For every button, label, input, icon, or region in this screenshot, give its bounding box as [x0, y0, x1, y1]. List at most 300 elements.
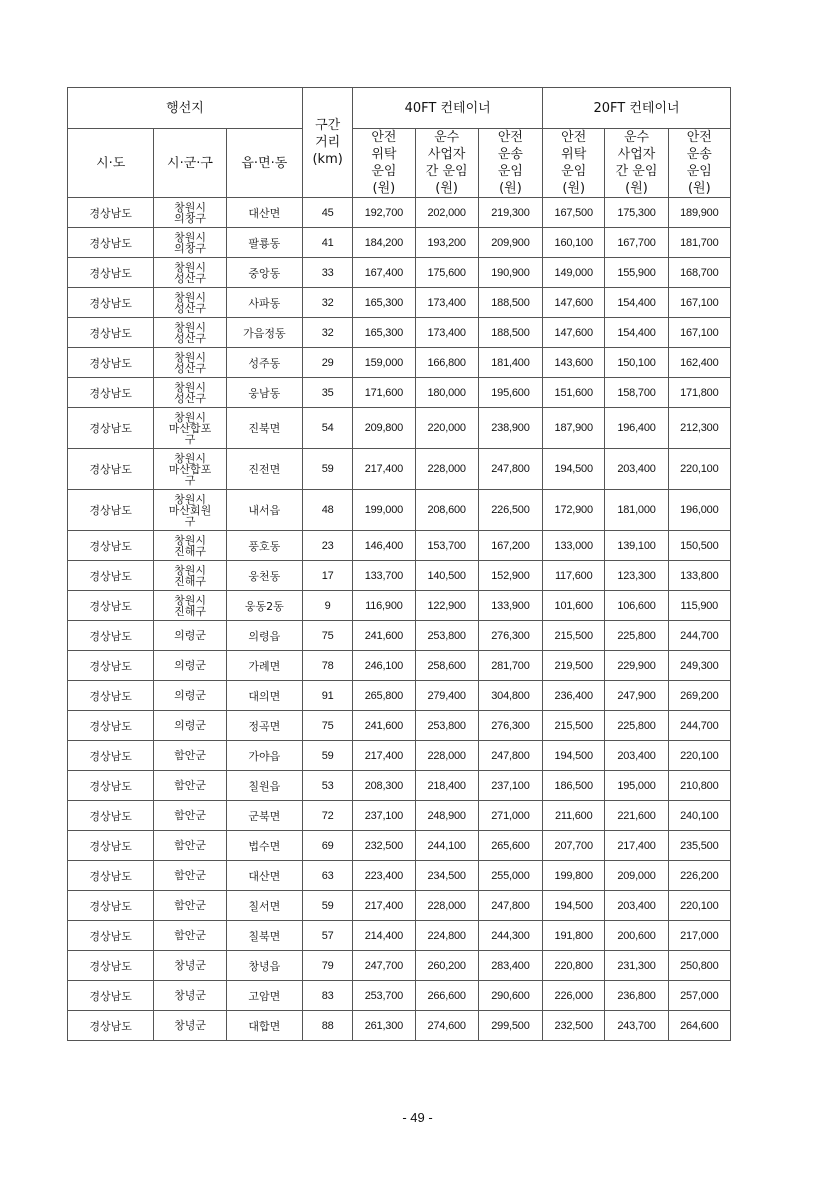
rate-cell: 271,000	[478, 801, 542, 831]
table-row	[68, 258, 731, 288]
rate-cell: 175,300	[605, 198, 668, 228]
rate-cell: 195,600	[478, 378, 542, 408]
sido-cell: 경상남도	[68, 198, 154, 228]
rate-cell: 276,300	[478, 621, 542, 651]
rate-cell: 173,400	[415, 318, 478, 348]
rate-col-header: 안전 운송 운임 (원)	[668, 129, 730, 198]
table-row	[68, 921, 731, 951]
rate-cell: 139,100	[605, 531, 668, 561]
distance-cell: 57	[303, 921, 353, 951]
dong-cell: 칠서면	[226, 891, 302, 921]
rate-cell: 173,400	[415, 288, 478, 318]
distance-cell: 9	[303, 591, 353, 621]
dong-cell: 칠원읍	[226, 771, 302, 801]
distance-cell: 59	[303, 891, 353, 921]
rate-cell: 209,900	[478, 228, 542, 258]
rate-cell: 155,900	[605, 258, 668, 288]
rate-cell: 151,600	[543, 378, 605, 408]
table-row	[68, 198, 731, 228]
sigungu-cell: 의령군	[154, 621, 226, 651]
rate-col-header: 안전 운송 운임 (원)	[478, 129, 542, 198]
table-row	[68, 228, 731, 258]
rate-cell: 257,000	[668, 981, 730, 1011]
rate-cell: 214,400	[353, 921, 415, 951]
dong-cell: 가례면	[226, 651, 302, 681]
rate-cell: 152,900	[478, 561, 542, 591]
sigungu-cell: 창원시 성산구	[154, 288, 226, 318]
rate-cell: 199,800	[543, 861, 605, 891]
ft40-header: 40FT 컨테이너	[353, 88, 543, 129]
dong-cell: 대합면	[226, 1011, 302, 1041]
rate-cell: 265,800	[353, 681, 415, 711]
dong-cell: 법수면	[226, 831, 302, 861]
rate-cell: 243,700	[605, 1011, 668, 1041]
rate-cell: 154,400	[605, 318, 668, 348]
table-row	[68, 831, 731, 861]
eupmyeondong-header: 읍·면·동	[226, 129, 302, 198]
rate-cell: 247,800	[478, 741, 542, 771]
rate-cell: 250,800	[668, 951, 730, 981]
sido-cell: 경상남도	[68, 951, 154, 981]
page-number: - 49 -	[402, 1110, 433, 1125]
rate-cell: 160,100	[543, 228, 605, 258]
dong-cell: 대산면	[226, 861, 302, 891]
table-row	[68, 711, 731, 741]
sigungu-cell: 의령군	[154, 681, 226, 711]
distance-cell: 35	[303, 378, 353, 408]
dong-cell: 웅천동	[226, 561, 302, 591]
rate-cell: 133,000	[543, 531, 605, 561]
rate-cell: 217,400	[353, 449, 415, 490]
table-row	[68, 531, 731, 561]
rate-cell: 200,600	[605, 921, 668, 951]
rate-cell: 217,400	[605, 831, 668, 861]
sigungu-cell: 창원시 성산구	[154, 348, 226, 378]
rate-cell: 299,500	[478, 1011, 542, 1041]
distance-cell: 75	[303, 621, 353, 651]
rate-cell: 196,000	[668, 490, 730, 531]
sido-cell: 경상남도	[68, 1011, 154, 1041]
dong-cell: 팔룡동	[226, 228, 302, 258]
rate-cell: 255,000	[478, 861, 542, 891]
freight-rate-table	[67, 87, 731, 1041]
rate-cell: 167,400	[353, 258, 415, 288]
destination-header: 행선지	[68, 88, 303, 129]
distance-cell: 78	[303, 651, 353, 681]
rate-cell: 168,700	[668, 258, 730, 288]
distance-cell: 17	[303, 561, 353, 591]
rate-cell: 150,500	[668, 531, 730, 561]
rate-cell: 279,400	[415, 681, 478, 711]
sido-cell: 경상남도	[68, 318, 154, 348]
rate-cell: 194,500	[543, 741, 605, 771]
rate-cell: 234,500	[415, 861, 478, 891]
rate-cell: 220,100	[668, 891, 730, 921]
rate-cell: 167,100	[668, 318, 730, 348]
sido-cell: 경상남도	[68, 981, 154, 1011]
rate-cell: 226,200	[668, 861, 730, 891]
sido-cell: 경상남도	[68, 258, 154, 288]
sido-cell: 경상남도	[68, 711, 154, 741]
distance-cell: 32	[303, 288, 353, 318]
rate-cell: 244,700	[668, 711, 730, 741]
rate-cell: 241,600	[353, 711, 415, 741]
table-row	[68, 771, 731, 801]
table-row	[68, 408, 731, 449]
sido-cell: 경상남도	[68, 801, 154, 831]
rate-cell: 123,300	[605, 561, 668, 591]
rate-cell: 202,000	[415, 198, 478, 228]
sigungu-header: 시·군·구	[154, 129, 226, 198]
distance-cell: 29	[303, 348, 353, 378]
rate-cell: 115,900	[668, 591, 730, 621]
rate-col-header: 안전 위탁 운임 (원)	[543, 129, 605, 198]
rate-cell: 122,900	[415, 591, 478, 621]
rate-cell: 150,100	[605, 348, 668, 378]
rate-cell: 223,400	[353, 861, 415, 891]
rate-cell: 218,400	[415, 771, 478, 801]
rate-cell: 244,300	[478, 921, 542, 951]
table-body	[68, 198, 731, 1041]
rate-cell: 180,000	[415, 378, 478, 408]
rate-cell: 181,000	[605, 490, 668, 531]
sido-cell: 경상남도	[68, 741, 154, 771]
rate-cell: 217,400	[353, 891, 415, 921]
rate-cell: 211,600	[543, 801, 605, 831]
rate-cell: 175,600	[415, 258, 478, 288]
rate-col-header: 운수 사업자 간 운임 (원)	[415, 129, 478, 198]
sigungu-cell: 창원시 진해구	[154, 561, 226, 591]
rate-cell: 225,800	[605, 621, 668, 651]
rate-cell: 147,600	[543, 318, 605, 348]
rate-cell: 203,400	[605, 741, 668, 771]
table-row	[68, 318, 731, 348]
rate-cell: 203,400	[605, 449, 668, 490]
rate-cell: 224,800	[415, 921, 478, 951]
rate-cell: 232,500	[543, 1011, 605, 1041]
rate-cell: 149,000	[543, 258, 605, 288]
rate-cell: 240,100	[668, 801, 730, 831]
distance-header: 구간 거리 (km)	[303, 88, 353, 198]
table-row	[68, 651, 731, 681]
dong-cell: 가야읍	[226, 741, 302, 771]
rate-cell: 244,700	[668, 621, 730, 651]
rate-cell: 217,000	[668, 921, 730, 951]
dong-cell: 칠북면	[226, 921, 302, 951]
rate-cell: 237,100	[478, 771, 542, 801]
rate-cell: 217,400	[353, 741, 415, 771]
rate-cell: 246,100	[353, 651, 415, 681]
rate-cell: 153,700	[415, 531, 478, 561]
rate-cell: 133,800	[668, 561, 730, 591]
rate-cell: 236,800	[605, 981, 668, 1011]
distance-cell: 32	[303, 318, 353, 348]
sigungu-cell: 창원시 의창구	[154, 198, 226, 228]
rate-cell: 186,500	[543, 771, 605, 801]
rate-cell: 167,200	[478, 531, 542, 561]
rate-cell: 133,900	[478, 591, 542, 621]
rate-cell: 162,400	[668, 348, 730, 378]
sido-cell: 경상남도	[68, 921, 154, 951]
rate-cell: 249,300	[668, 651, 730, 681]
dong-cell: 가음정동	[226, 318, 302, 348]
rate-cell: 181,400	[478, 348, 542, 378]
table-row	[68, 981, 731, 1011]
sigungu-cell: 창원시 성산구	[154, 258, 226, 288]
rate-cell: 253,800	[415, 621, 478, 651]
rate-cell: 219,300	[478, 198, 542, 228]
distance-cell: 54	[303, 408, 353, 449]
rate-cell: 247,800	[478, 891, 542, 921]
rate-cell: 247,800	[478, 449, 542, 490]
rate-cell: 189,900	[668, 198, 730, 228]
rate-cell: 219,500	[543, 651, 605, 681]
dong-cell: 고암면	[226, 981, 302, 1011]
sigungu-cell: 창원시 마산합포 구	[154, 449, 226, 490]
sido-cell: 경상남도	[68, 531, 154, 561]
sido-cell: 경상남도	[68, 861, 154, 891]
rate-cell: 190,900	[478, 258, 542, 288]
rate-cell: 225,800	[605, 711, 668, 741]
sigungu-cell: 함안군	[154, 801, 226, 831]
sido-cell: 경상남도	[68, 288, 154, 318]
rate-cell: 228,000	[415, 449, 478, 490]
rate-cell: 228,000	[415, 891, 478, 921]
distance-cell: 79	[303, 951, 353, 981]
distance-cell: 45	[303, 198, 353, 228]
rate-cell: 215,500	[543, 711, 605, 741]
dong-cell: 진북면	[226, 408, 302, 449]
distance-cell: 83	[303, 981, 353, 1011]
distance-cell: 63	[303, 861, 353, 891]
rate-cell: 258,600	[415, 651, 478, 681]
table-row	[68, 1011, 731, 1041]
rate-cell: 261,300	[353, 1011, 415, 1041]
table-row	[68, 681, 731, 711]
distance-cell: 23	[303, 531, 353, 561]
sigungu-cell: 의령군	[154, 651, 226, 681]
rate-cell: 274,600	[415, 1011, 478, 1041]
rate-cell: 221,600	[605, 801, 668, 831]
rate-cell: 253,800	[415, 711, 478, 741]
dong-cell: 대의면	[226, 681, 302, 711]
rate-cell: 207,700	[543, 831, 605, 861]
rate-cell: 167,700	[605, 228, 668, 258]
rate-cell: 195,000	[605, 771, 668, 801]
rate-cell: 193,200	[415, 228, 478, 258]
dong-cell: 군북면	[226, 801, 302, 831]
dong-cell: 중앙동	[226, 258, 302, 288]
rate-cell: 209,800	[353, 408, 415, 449]
rate-cell: 208,600	[415, 490, 478, 531]
rate-cell: 167,100	[668, 288, 730, 318]
rate-cell: 203,400	[605, 891, 668, 921]
sigungu-cell: 창녕군	[154, 1011, 226, 1041]
table-row	[68, 348, 731, 378]
sido-cell: 경상남도	[68, 378, 154, 408]
rate-cell: 220,100	[668, 741, 730, 771]
sido-cell: 경상남도	[68, 408, 154, 449]
rate-cell: 194,500	[543, 891, 605, 921]
dong-cell: 대산면	[226, 198, 302, 228]
rate-cell: 231,300	[605, 951, 668, 981]
sigungu-cell: 함안군	[154, 771, 226, 801]
dong-cell: 풍호동	[226, 531, 302, 561]
rate-cell: 260,200	[415, 951, 478, 981]
rate-cell: 212,300	[668, 408, 730, 449]
rate-cell: 116,900	[353, 591, 415, 621]
rate-cell: 146,400	[353, 531, 415, 561]
rate-cell: 166,800	[415, 348, 478, 378]
rate-cell: 281,700	[478, 651, 542, 681]
sigungu-cell: 함안군	[154, 921, 226, 951]
dong-cell: 웅남동	[226, 378, 302, 408]
sido-cell: 경상남도	[68, 561, 154, 591]
rate-col-header: 안전 위탁 운임 (원)	[353, 129, 415, 198]
rate-cell: 165,300	[353, 318, 415, 348]
rate-cell: 235,500	[668, 831, 730, 861]
rate-cell: 265,600	[478, 831, 542, 861]
rate-cell: 276,300	[478, 711, 542, 741]
rate-cell: 199,000	[353, 490, 415, 531]
sido-cell: 경상남도	[68, 891, 154, 921]
rate-cell: 238,900	[478, 408, 542, 449]
dong-cell: 성주동	[226, 348, 302, 378]
distance-cell: 33	[303, 258, 353, 288]
rate-cell: 244,100	[415, 831, 478, 861]
distance-cell: 41	[303, 228, 353, 258]
rate-cell: 226,000	[543, 981, 605, 1011]
table-row	[68, 449, 731, 490]
rate-cell: 192,700	[353, 198, 415, 228]
table-row	[68, 591, 731, 621]
sigungu-cell: 창원시 진해구	[154, 531, 226, 561]
dong-cell: 창녕읍	[226, 951, 302, 981]
rate-cell: 229,900	[605, 651, 668, 681]
rate-cell: 220,000	[415, 408, 478, 449]
rate-cell: 143,600	[543, 348, 605, 378]
distance-cell: 72	[303, 801, 353, 831]
rate-cell: 237,100	[353, 801, 415, 831]
rate-cell: 172,900	[543, 490, 605, 531]
sido-cell: 경상남도	[68, 651, 154, 681]
rate-cell: 165,300	[353, 288, 415, 318]
table-row	[68, 741, 731, 771]
rate-cell: 171,800	[668, 378, 730, 408]
rate-cell: 154,400	[605, 288, 668, 318]
sigungu-cell: 함안군	[154, 861, 226, 891]
rate-cell: 264,600	[668, 1011, 730, 1041]
distance-cell: 48	[303, 490, 353, 531]
rate-cell: 196,400	[605, 408, 668, 449]
table-row	[68, 288, 731, 318]
rate-col-header: 운수 사업자 간 운임 (원)	[605, 129, 668, 198]
dong-cell: 정곡면	[226, 711, 302, 741]
table-row	[68, 801, 731, 831]
table-row	[68, 861, 731, 891]
rate-cell: 167,500	[543, 198, 605, 228]
sigungu-cell: 함안군	[154, 831, 226, 861]
sido-cell: 경상남도	[68, 348, 154, 378]
rate-cell: 187,900	[543, 408, 605, 449]
rate-cell: 247,900	[605, 681, 668, 711]
dong-cell: 웅동2동	[226, 591, 302, 621]
sido-cell: 경상남도	[68, 490, 154, 531]
distance-cell: 69	[303, 831, 353, 861]
rate-cell: 210,800	[668, 771, 730, 801]
sigungu-cell: 함안군	[154, 891, 226, 921]
ft20-header: 20FT 컨테이너	[543, 88, 731, 129]
rate-cell: 253,700	[353, 981, 415, 1011]
rate-cell: 266,600	[415, 981, 478, 1011]
rate-cell: 188,500	[478, 318, 542, 348]
sigungu-cell: 창원시 의창구	[154, 228, 226, 258]
table-row	[68, 891, 731, 921]
rate-cell: 188,500	[478, 288, 542, 318]
rate-cell: 158,700	[605, 378, 668, 408]
dong-cell: 내서읍	[226, 490, 302, 531]
rate-cell: 220,100	[668, 449, 730, 490]
sido-cell: 경상남도	[68, 621, 154, 651]
sigungu-cell: 의령군	[154, 711, 226, 741]
sigungu-cell: 창원시 성산구	[154, 378, 226, 408]
distance-cell: 88	[303, 1011, 353, 1041]
rate-cell: 232,500	[353, 831, 415, 861]
rate-cell: 106,600	[605, 591, 668, 621]
rate-cell: 208,300	[353, 771, 415, 801]
rate-cell: 226,500	[478, 490, 542, 531]
rate-cell: 236,400	[543, 681, 605, 711]
table-row	[68, 561, 731, 591]
sigungu-cell: 창원시 마산합포 구	[154, 408, 226, 449]
rate-cell: 283,400	[478, 951, 542, 981]
dong-cell: 의령읍	[226, 621, 302, 651]
rate-cell: 304,800	[478, 681, 542, 711]
sigungu-cell: 창원시 진해구	[154, 591, 226, 621]
sido-cell: 경상남도	[68, 681, 154, 711]
sido-cell: 경상남도	[68, 449, 154, 490]
rate-cell: 209,000	[605, 861, 668, 891]
rate-cell: 133,700	[353, 561, 415, 591]
rate-cell: 184,200	[353, 228, 415, 258]
distance-cell: 53	[303, 771, 353, 801]
sido-cell: 경상남도	[68, 228, 154, 258]
rate-cell: 248,900	[415, 801, 478, 831]
sido-header: 시·도	[68, 129, 154, 198]
table-row	[68, 621, 731, 651]
sido-cell: 경상남도	[68, 591, 154, 621]
rate-cell: 171,600	[353, 378, 415, 408]
sido-cell: 경상남도	[68, 831, 154, 861]
rate-cell: 191,800	[543, 921, 605, 951]
rate-cell: 247,700	[353, 951, 415, 981]
sigungu-cell: 함안군	[154, 741, 226, 771]
rate-cell: 269,200	[668, 681, 730, 711]
rate-cell: 159,000	[353, 348, 415, 378]
dong-cell: 사파동	[226, 288, 302, 318]
rate-cell: 228,000	[415, 741, 478, 771]
rate-cell: 140,500	[415, 561, 478, 591]
rate-cell: 101,600	[543, 591, 605, 621]
sigungu-cell: 창원시 성산구	[154, 318, 226, 348]
rate-cell: 147,600	[543, 288, 605, 318]
table-row	[68, 490, 731, 531]
rate-cell: 215,500	[543, 621, 605, 651]
sigungu-cell: 창녕군	[154, 951, 226, 981]
rate-cell: 117,600	[543, 561, 605, 591]
rate-cell: 241,600	[353, 621, 415, 651]
sido-cell: 경상남도	[68, 771, 154, 801]
